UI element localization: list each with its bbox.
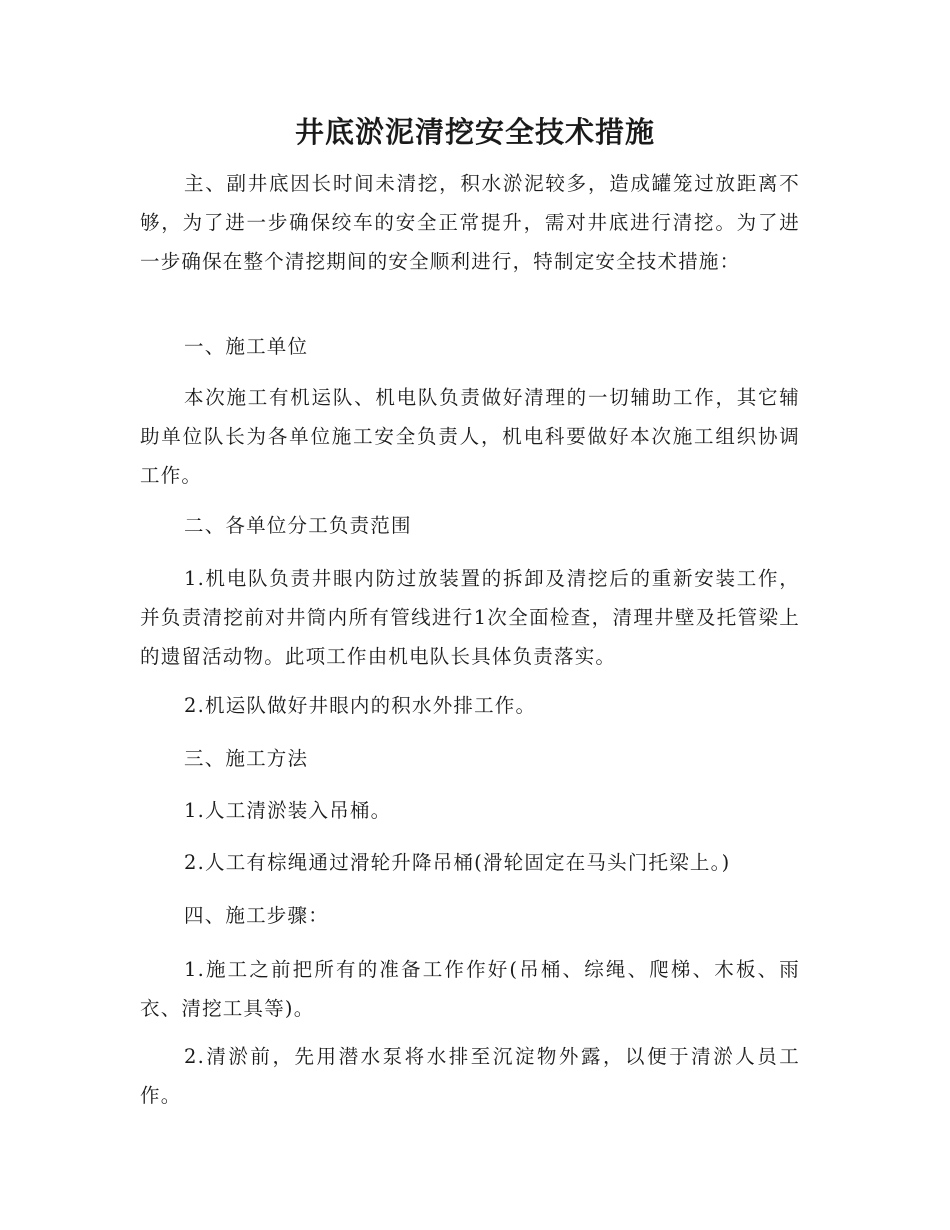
paragraph-responsibility-1: 1.机电队负责井眼内防过放装置的拆卸及清挖后的重新安装工作，并负责清挖前对井筒内所有管线进行1次全面检查，清理井壁及托管梁上的遗留活动物。此项工作由机电队长具体负责落实。	[140, 567, 800, 668]
paragraph-intro: 主、副井底因长时间未清挖，积水淤泥较多，造成罐笼过放距离不够，为了进一步确保绞车的安全正常提升，需对井底进行清挖。为了进一步确保在整个清挖期间的安全顺利进行，特制定安全技术措施：	[140, 172, 800, 273]
paragraph-method-1: 1.人工清淤装入吊桶。	[184, 799, 392, 822]
paragraph-construction-unit: 本次施工有机运队、机电队负责做好清理的一切辅助工作，其它辅助单位队长为各单位施工安全负责人，机电科要做好本次施工组织协调工作。	[140, 386, 800, 487]
section-heading-construction-method: 三、施工方法	[184, 747, 309, 770]
paragraph-step-1: 1.施工之前把所有的准备工作作好(吊桶、综绳、爬梯、木板、雨衣、清挖工具等)。	[140, 958, 800, 1020]
paragraph-step-2: 2.清淤前，先用潜水泵将水排至沉淀物外露，以便于清淤人员工作。	[140, 1045, 800, 1107]
paragraph-responsibility-2: 2.机运队做好井眼内的积水外排工作。	[184, 694, 537, 717]
document-title: 井底淤泥清挖安全技术措施	[294, 115, 655, 149]
paragraph-method-2: 2.人工有棕绳通过滑轮升降吊桶(滑轮固定在马头门托梁上。)	[184, 851, 731, 874]
section-heading-construction-steps: 四、施工步骤：	[184, 904, 329, 927]
section-heading-responsibilities: 二、各单位分工负责范围	[184, 514, 412, 537]
section-heading-construction-unit: 一、施工单位	[184, 335, 309, 358]
